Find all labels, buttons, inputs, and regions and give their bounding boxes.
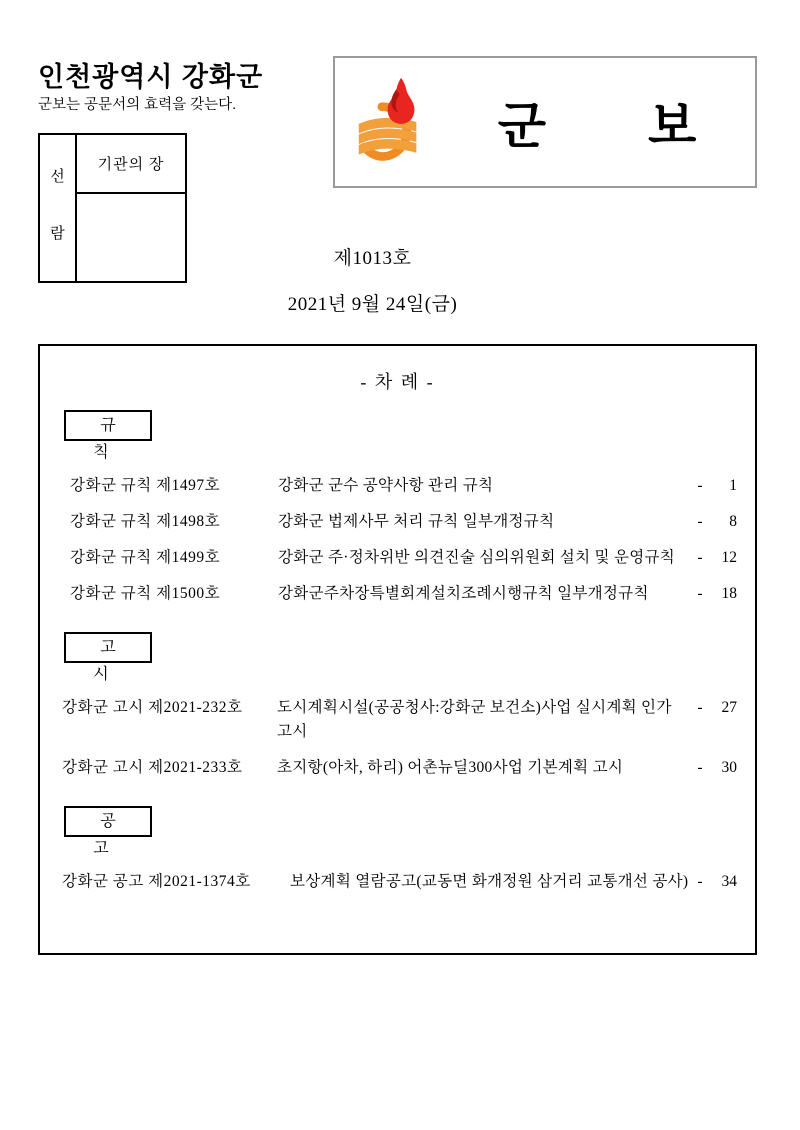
section-label: 규 칙 bbox=[64, 410, 152, 441]
toc-entry[interactable] bbox=[40, 582, 755, 606]
toc-entry-body bbox=[290, 870, 737, 894]
toc-entry[interactable] bbox=[40, 510, 755, 534]
toc-entry-title: 강화군 군수 공약사항 관리 규칙 bbox=[278, 477, 494, 494]
ganghwa-county-emblem-icon bbox=[353, 74, 449, 170]
toc-entry-number: 강화군 공고 제2021-1374호 bbox=[62, 873, 251, 890]
toc-entry-title: 초지항(아차, 하리) 어촌뉴딜300사업 기본계획 고시 bbox=[277, 759, 624, 776]
toc-entry[interactable] bbox=[40, 546, 755, 570]
toc-entry-page: 12 bbox=[721, 549, 737, 566]
gazette-title-word: 군 보 bbox=[497, 98, 741, 154]
toc-entry-page: 34 bbox=[721, 873, 737, 890]
issue-number: 제1013호 bbox=[333, 248, 412, 269]
toc-entry-number: 강화군 고시 제2021-233호 bbox=[62, 759, 243, 776]
section-label: 고 시 bbox=[64, 632, 152, 663]
toc-entry-title: 강화군주차장특별회계설치조례시행규칙 일부개정규칙 bbox=[278, 585, 649, 602]
toc-entry-page: 1 bbox=[729, 477, 737, 494]
toc-entry-title: 강화군 법제사무 처리 규칙 일부개정규칙 bbox=[278, 513, 555, 530]
toc-entry-dash: - bbox=[697, 759, 703, 776]
toc-entry-number: 강화군 규칙 제1500호 bbox=[70, 585, 221, 602]
toc-entry[interactable] bbox=[40, 870, 755, 894]
contents-heading: - 차 례 - bbox=[360, 372, 435, 392]
toc-entry-page: 27 bbox=[721, 699, 737, 716]
toc-entry-dash: - bbox=[697, 477, 703, 494]
toc-entry-title: 보상계획 열람공고(교동면 화개정원 삼거리 교통개선 공사) bbox=[290, 873, 689, 890]
toc-entry-title: 도시계획시설(공공청사:강화군 보건소)사업 실시계획 인가 고시 bbox=[277, 699, 672, 740]
toc-entry-number: 강화군 규칙 제1499호 bbox=[70, 549, 221, 566]
stamp-head-of-agency-label: 기관의 장 bbox=[77, 135, 185, 194]
issue-date: 2021년 9월 24일(금) bbox=[287, 294, 458, 315]
toc-entry[interactable] bbox=[40, 474, 755, 498]
toc-entry-body bbox=[278, 582, 737, 606]
contents-section-list bbox=[40, 410, 755, 894]
contents-section bbox=[40, 632, 755, 780]
toc-entry-dash: - bbox=[697, 585, 703, 602]
section-label: 공 고 bbox=[64, 806, 152, 837]
toc-entry-number: 강화군 고시 제2021-232호 bbox=[62, 699, 243, 716]
table-of-contents bbox=[38, 344, 757, 955]
toc-entry-body bbox=[278, 510, 737, 534]
toc-entry-dash: - bbox=[697, 699, 703, 716]
toc-entry-dash: - bbox=[697, 873, 703, 890]
toc-entry-page: 18 bbox=[721, 585, 737, 602]
toc-entry-page: 8 bbox=[729, 513, 737, 530]
stamp-label-char-bottom: 람 bbox=[50, 226, 65, 242]
toc-entry-body bbox=[278, 474, 737, 498]
toc-entry-dash: - bbox=[697, 549, 703, 566]
toc-entry-body bbox=[277, 756, 737, 780]
toc-entry[interactable] bbox=[40, 696, 755, 744]
masthead-subtitle: 군보는 공문서의 효력을 갖는다. bbox=[38, 97, 237, 113]
toc-entry-dash: - bbox=[697, 513, 703, 530]
contents-section bbox=[40, 806, 755, 894]
page-title: 인천광역시 강화군 bbox=[38, 62, 264, 92]
stamp-label-char-top: 선 bbox=[50, 169, 65, 185]
toc-entry-number: 강화군 규칙 제1498호 bbox=[70, 513, 221, 530]
gazette-title-plate bbox=[333, 56, 757, 188]
contents-section bbox=[40, 410, 755, 606]
toc-entry-body bbox=[278, 546, 737, 570]
toc-entry[interactable] bbox=[40, 756, 755, 780]
toc-entry-body bbox=[277, 696, 737, 744]
toc-entry-title: 강화군 주·정차위반 의견진술 심의위원회 설치 및 운영규칙 bbox=[278, 549, 676, 566]
toc-entry-page: 30 bbox=[721, 759, 737, 776]
toc-entry-number: 강화군 규칙 제1497호 bbox=[70, 477, 221, 494]
